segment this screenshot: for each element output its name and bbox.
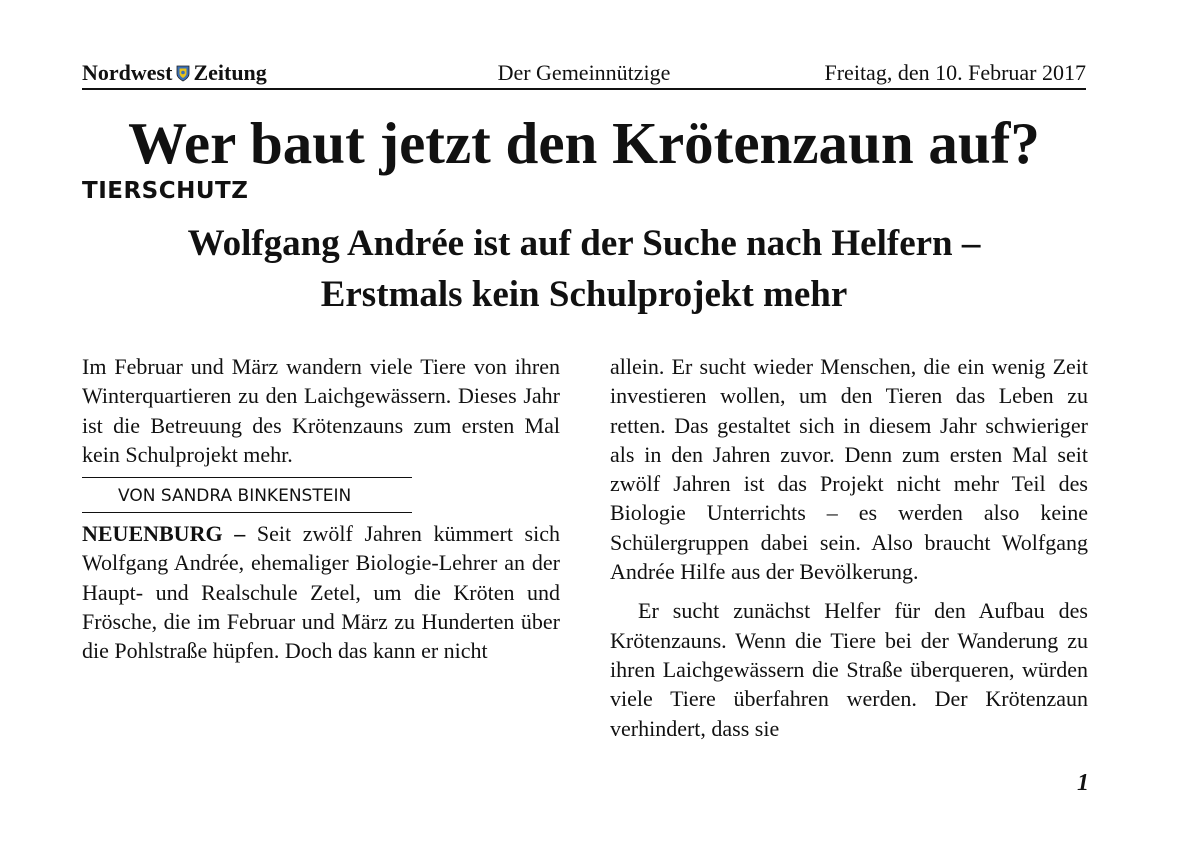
subhead-line-1: Wolfgang Andrée ist auf der Suche nach Helfern – [187,223,981,264]
headline: Wer baut jetzt den Krötenzaun auf? [128,110,1040,176]
subheadline [82,218,1086,320]
dateline: NEUENBURG – [82,521,246,547]
page-number: 1 [1077,770,1089,796]
coat-of-arms-icon [176,65,190,82]
divider-bottom [82,512,412,513]
body-paragraph-3: Er sucht zunächst Helfer für den Aufbau des Krötenzauns. Wenn die Tiere bei der Wanderung zu ihren Laichgewässern die Straße überqueren, würden viele Tiere überfahren werden. Der Krötenzaun verhindert, dass sie [610,598,1088,741]
newspaper-logo [82,60,267,86]
logo-left-text: Nordwest [82,60,173,85]
body-paragraph-2: allein. Er sucht wieder Menschen, die ein wenig Zeit investieren wollen, um den Tieren das Leben zu retten. Das gestaltet sich in diesem Jahr schwieriger als in den Jahren zuvor. Denn zum ersten Mal seit zwölf Jahren ist das Projekt nicht mehr Teil des Biologie Unterrichts – es werden also keine Schülergruppen dabei sein. Also braucht Wolfgang Andrée Hilfe aus der Bevölkerung. [610,354,1088,585]
article-column-left [82,352,560,666]
lead-paragraph: Im Februar und März wandern viele Tiere von ihren Winterquartieren zu den Laichgewässern. Dieses Jahr ist die Betreuung des Krötenzauns zum ersten Mal kein Schulprojekt mehr. [82,354,560,467]
masthead-date: Freitag, den 10. Februar 2017 [824,60,1086,85]
subhead-line-2: Erstmals kein Schulprojekt mehr [320,274,848,315]
logo-right-text: Zeitung [193,60,267,85]
byline: VON SANDRA BINKENSTEIN [118,486,352,507]
article-column-right [610,352,1088,743]
kicker-label: TIERSCHUTZ [82,178,249,204]
masthead-center-title: Der Gemeinnützige [497,60,671,85]
body-paragraph-1-text: Seit zwölf Jahren kümmert sich Wolfgang Andrée, ehemaliger Biologie-Lehrer an der Haupt- und Realschule Zetel, um die Kröten und Frösche, die im Februar und März zu Hunderten über die Pohlstraße hüpfen. Doch das kann er nicht [82,521,560,664]
body-paragraph-1 [82,519,560,665]
masthead [82,58,1086,90]
